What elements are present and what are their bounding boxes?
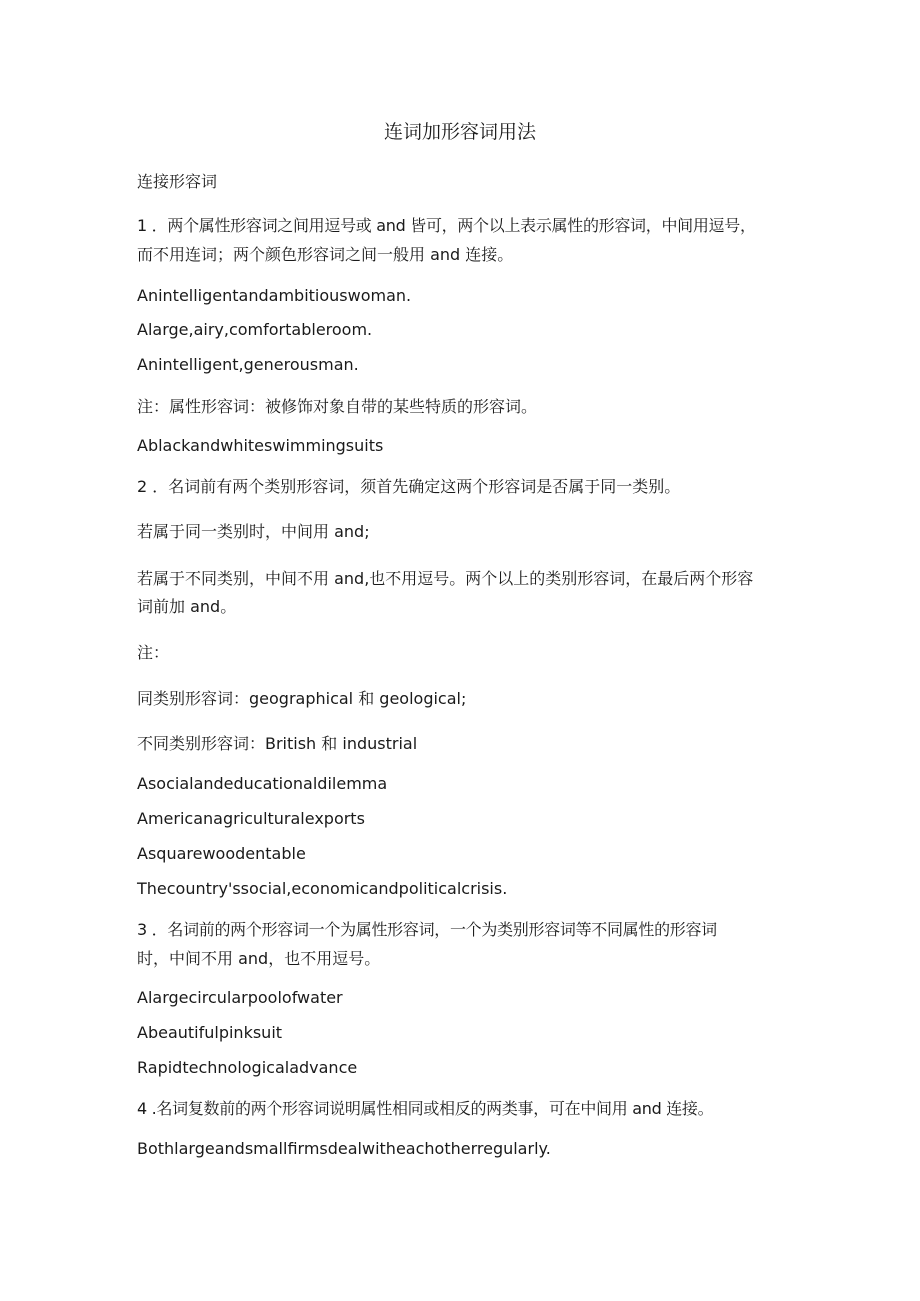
rule-2b-line-1: 若属于不同类别，中间不用 and,也不用逗号。两个以上的类别形容词，在最后两个形容 <box>137 569 754 588</box>
rule-4: 4 .名词复数前的两个形容词说明属性相同或相反的两类事，可在中间用 and 连接。 <box>137 1099 714 1118</box>
note-2: 注： <box>137 643 170 662</box>
example-1c: Anintelligent,generousman. <box>137 355 359 374</box>
rule-1-line-2: 而不用连词；两个颜色形容词之间一般用 and 连接。 <box>137 245 514 264</box>
example-2b: Americanagriculturalexports <box>137 809 365 828</box>
example-2d: Thecountry'ssocial,economicandpoliticalcrisis. <box>137 879 508 898</box>
example-1a: Anintelligentandambitiouswoman. <box>137 286 412 305</box>
rule-2: 2 ．名词前有两个类别形容词，须首先确定这两个形容词是否属于同一类别。 <box>137 477 681 496</box>
rule-3-line-2: 时，中间不用 and，也不用逗号。 <box>137 949 381 968</box>
example-3a: Alargecircularpoolofwater <box>137 988 343 1007</box>
rule-2b-line-2: 词前加 and。 <box>137 597 237 616</box>
example-2a: Asocialandeducationaldilemma <box>137 774 388 793</box>
note-1: 注：属性形容词：被修饰对象自带的某些特质的形容词。 <box>137 397 538 416</box>
page-title: 连词加形容词用法 <box>383 121 536 143</box>
note-2a: 同类别形容词：geographical 和 geological; <box>137 689 467 708</box>
example-3c: Rapidtechnologicaladvance <box>137 1058 358 1077</box>
example-4a: Bothlargeandsmallfirmsdealwitheachotherregularly. <box>137 1139 551 1158</box>
rule-3-line-1: 3 ．名词前的两个形容词一个为属性形容词，一个为类别形容词等不同属性的形容词 <box>137 920 717 939</box>
example-2c: Asquarewoodentable <box>137 844 306 863</box>
example-1d: Ablackandwhiteswimmingsuits <box>137 436 384 455</box>
rule-2a: 若属于同一类别时，中间用 and; <box>137 522 370 541</box>
example-1b: Alarge,airy,comfortableroom. <box>137 320 373 339</box>
example-3b: Abeautifulpinksuit <box>137 1023 283 1042</box>
section-heading: 连接形容词 <box>137 172 218 191</box>
note-2b: 不同类别形容词：British 和 industrial <box>137 734 418 753</box>
rule-1-line-1: 1 ．两个属性形容词之间用逗号或 and 皆可，两个以上表示属性的形容词，中间用逗号， <box>137 216 756 235</box>
